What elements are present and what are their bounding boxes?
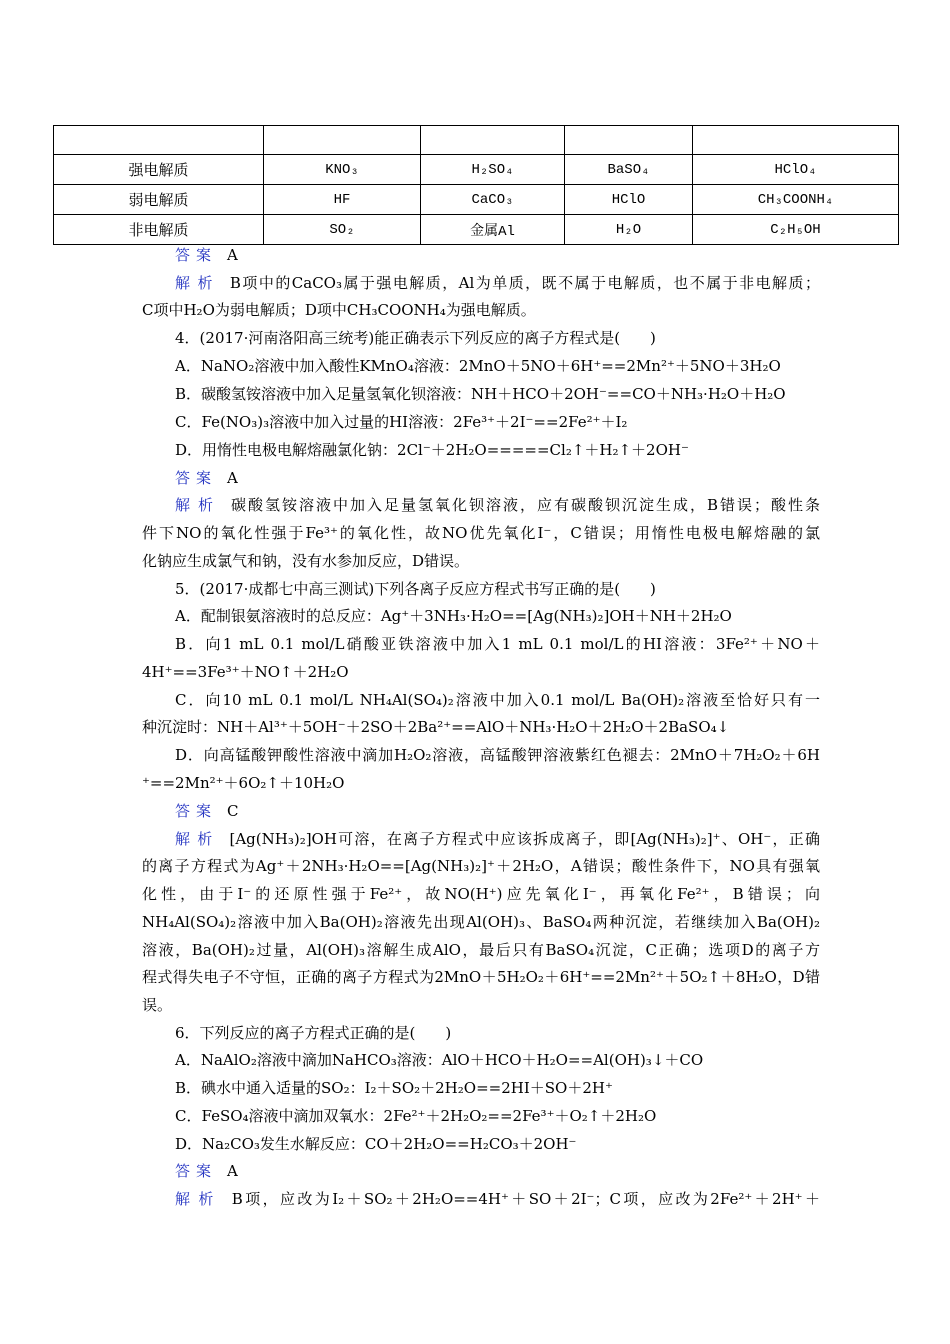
option-a: A．配制银氨溶液时的总反应：Ag⁺＋3NH₃·H₂O==[Ag(NH₃)₂]OH＋NH＋2H₂O bbox=[175, 607, 732, 625]
option-a: A．NaNO₂溶液中加入酸性KMnO₄溶液：2MnO＋5NO＋6H⁺==2Mn²⁺＋5NO＋3H₂O bbox=[175, 357, 781, 375]
analysis-line bbox=[175, 272, 820, 294]
table-cell: HClO₄ bbox=[693, 155, 899, 185]
analysis-label: 解析 bbox=[175, 496, 221, 514]
answer-label: 答案 bbox=[175, 469, 218, 487]
answer-value: A bbox=[227, 1162, 238, 1180]
analysis-line: 误。 bbox=[142, 996, 173, 1014]
analysis-line: 溶液，Ba(OH)₂过量，Al(OH)₃溶解生成AlO，最后只有BaSO₄沉淀，C正确；选项D的离子方 bbox=[142, 941, 820, 959]
answer-value: A bbox=[227, 246, 238, 264]
option-d: D．Na₂CO₃发生水解反应：CO＋2H₂O==H₂CO₃＋2OH⁻ bbox=[175, 1135, 577, 1153]
answer-value: A bbox=[227, 469, 238, 487]
table-cell: SO₂ bbox=[264, 215, 421, 245]
analysis-text: 碳酸氢铵溶液中加入足量氢氧化钡溶液，应有碳酸钡沉淀生成，B错误；酸性条 bbox=[231, 496, 820, 514]
analysis-line: C项中H₂O为弱电解质；D项中CH₃COONH₄为强电解质。 bbox=[142, 301, 536, 319]
table-cell: CH₃COONH₄ bbox=[693, 185, 899, 215]
option-b: B．碳酸氢铵溶液中加入足量氢氧化钡溶液：NH＋HCO＋2OH⁻==CO＋NH₃·H₂O＋H₂O bbox=[175, 385, 786, 403]
table-cell: 金属Al bbox=[421, 215, 565, 245]
table-cell: CaCO₃ bbox=[421, 185, 565, 215]
row-label: 弱电解质 bbox=[54, 185, 264, 215]
electrolyte-table bbox=[53, 125, 899, 245]
option-c: C．Fe(NO₃)₃溶液中加入过量的HI溶液：2Fe³⁺＋2I⁻==2Fe²⁺＋I₂ bbox=[175, 413, 628, 431]
option-b: B．碘水中通入适量的SO₂：I₂＋SO₂＋2H₂O==2HI＋SO＋2H⁺ bbox=[175, 1079, 613, 1097]
table-header-cell bbox=[54, 126, 264, 155]
table-row bbox=[54, 215, 899, 245]
table-header-row bbox=[54, 126, 899, 155]
analysis-line bbox=[175, 828, 820, 850]
option-d: D．用惰性电极电解熔融氯化钠：2Cl⁻＋2H₂O=====Cl₂↑＋H₂↑＋2OH⁻ bbox=[175, 441, 689, 459]
analysis-line: 的离子方程式为Ag⁺＋2NH₃·H₂O==[Ag(NH₃)₂]⁺＋2H₂O，A错误；酸性条件下，NO具有强氧 bbox=[142, 857, 820, 875]
analysis-label: 解析 bbox=[175, 830, 220, 848]
analysis-line: 化性，由于I⁻的还原性强于Fe²⁺，故NO(H⁺)应先氧化I⁻，再氧化Fe²⁺，B错误；向 bbox=[142, 885, 820, 903]
analysis-line: 件下NO的氧化性强于Fe³⁺的氧化性，故NO优先氧化I⁻，C错误；用惰性电极电解熔融的氯 bbox=[142, 524, 820, 542]
table-row bbox=[54, 155, 899, 185]
option-c: C．向10 mL 0.1 mol/L NH₄Al(SO₄)₂溶液中加入0.1 mol/L Ba(OH)₂溶液至恰好只有一 bbox=[175, 691, 820, 709]
answer-line bbox=[175, 1160, 853, 1182]
table-cell: BaSO₄ bbox=[565, 155, 693, 185]
analysis-text: [Ag(NH₃)₂]OH可溶，在离子方程式中应该拆成离子，即[Ag(NH₃)₂]⁺、OH⁻，正确 bbox=[229, 830, 820, 848]
option-d-cont: ⁺==2Mn²⁺＋6O₂↑＋10H₂O bbox=[142, 774, 345, 792]
option-c: C．FeSO₄溶液中滴加双氧水：2Fe²⁺＋2H₂O₂==2Fe³⁺＋O₂↑＋2H₂O bbox=[175, 1107, 657, 1125]
table-row bbox=[54, 185, 899, 215]
table-cell: KNO₃ bbox=[264, 155, 421, 185]
answer-value: C bbox=[227, 802, 239, 820]
analysis-line bbox=[175, 1188, 820, 1210]
answer-label: 答案 bbox=[175, 802, 218, 820]
row-label: 非电解质 bbox=[54, 215, 264, 245]
table-cell: HF bbox=[264, 185, 421, 215]
table-header-cell bbox=[565, 126, 693, 155]
table-cell: H₂O bbox=[565, 215, 693, 245]
table-header-cell bbox=[693, 126, 899, 155]
answer-line bbox=[175, 244, 853, 266]
answer-line bbox=[175, 800, 853, 822]
analysis-label: 解析 bbox=[175, 274, 220, 292]
table-cell: H₂SO₄ bbox=[421, 155, 565, 185]
analysis-text: B项中的CaCO₃属于强电解质，Al为单质，既不属于电解质，也不属于非电解质； bbox=[229, 274, 820, 292]
analysis-text: B项，应改为I₂＋SO₂＋2H₂O==4H⁺＋SO＋2I⁻；C项，应改为2Fe²⁺＋2H⁺＋ bbox=[231, 1190, 820, 1208]
option-b: B．向1 mL 0.1 mol/L硝酸亚铁溶液中加入1 mL 0.1 mol/L的HI溶液：3Fe²⁺＋NO＋ bbox=[175, 635, 820, 653]
question-stem: 6．下列反应的离子方程式正确的是( ) bbox=[175, 1024, 452, 1042]
option-b-cont: 4H⁺==3Fe³⁺＋NO↑＋2H₂O bbox=[142, 663, 349, 681]
analysis-label: 解析 bbox=[175, 1190, 222, 1208]
answer-label: 答案 bbox=[175, 1162, 218, 1180]
analysis-line: 化钠应生成氯气和钠，没有水参加反应，D错误。 bbox=[142, 552, 470, 570]
option-d: D．向高锰酸钾酸性溶液中滴加H₂O₂溶液，高锰酸钾溶液紫红色褪去：2MnO＋7H₂O₂＋6H bbox=[175, 746, 820, 764]
answer-label: 答案 bbox=[175, 246, 218, 264]
analysis-line bbox=[175, 494, 820, 516]
table-cell: C₂H₅OH bbox=[693, 215, 899, 245]
table-cell: HClO bbox=[565, 185, 693, 215]
answer-line bbox=[175, 467, 853, 489]
row-label: 强电解质 bbox=[54, 155, 264, 185]
option-c-cont: 种沉淀时：NH＋Al³⁺＋5OH⁻＋2SO＋2Ba²⁺==AlO＋NH₃·H₂O＋2H₂O＋2BaSO₄↓ bbox=[142, 718, 730, 736]
question-stem: 5．(2017·成都七中高三测试)下列各离子反应方程式书写正确的是( ) bbox=[175, 580, 656, 598]
question-stem: 4．(2017·河南洛阳高三统考)能正确表示下列反应的离子方程式是( ) bbox=[175, 329, 656, 347]
table-header-cell bbox=[421, 126, 565, 155]
analysis-line: 程式得失电子不守恒，正确的离子方程式为2MnO＋5H₂O₂＋6H⁺==2Mn²⁺＋5O₂↑＋8H₂O，D错 bbox=[142, 968, 820, 986]
option-a: A．NaAlO₂溶液中滴加NaHCO₃溶液：AlO＋HCO＋H₂O==Al(OH)₃↓＋CO bbox=[175, 1051, 704, 1069]
analysis-line: NH₄Al(SO₄)₂溶液中加入Ba(OH)₂溶液先出现Al(OH)₃、BaSO₄两种沉淀，若继续加入Ba(OH)₂ bbox=[142, 913, 820, 931]
table-header-cell bbox=[264, 126, 421, 155]
